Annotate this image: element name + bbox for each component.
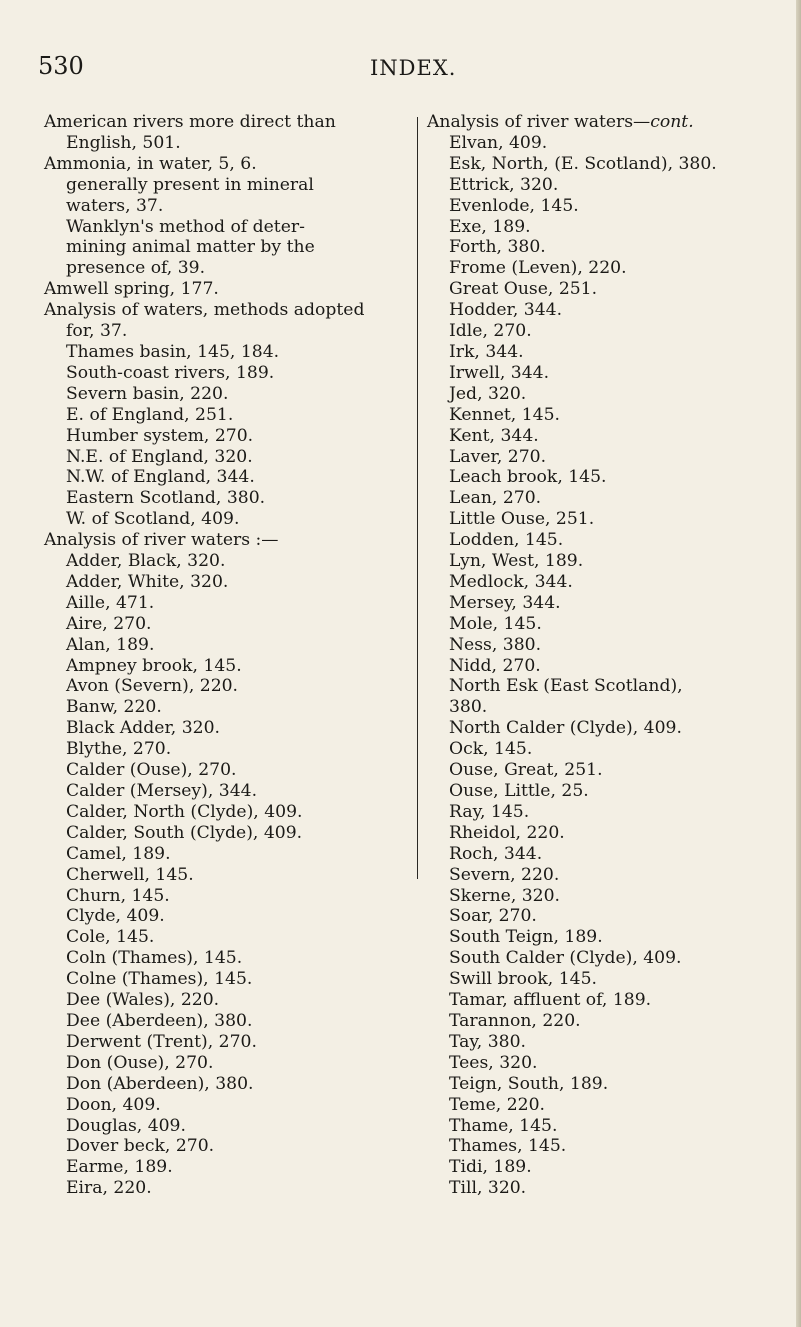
index-entry: Camel, 189. bbox=[66, 843, 171, 864]
index-entry: for, 37. bbox=[66, 321, 128, 342]
index-entry: Swill brook, 145. bbox=[449, 969, 597, 990]
index-entry: Avon (Severn), 220. bbox=[66, 676, 239, 697]
index-entry: Analysis of waters, methods adopted bbox=[44, 300, 365, 321]
index-entry: Little Ouse, 251. bbox=[449, 509, 595, 530]
index-entry: Ock, 145. bbox=[449, 739, 533, 760]
index-entry: Tidi, 189. bbox=[449, 1157, 532, 1178]
index-entry: American rivers more direct than bbox=[44, 112, 336, 132]
index-entry: Rheidol, 220. bbox=[449, 822, 565, 843]
index-entry: Nidd, 270. bbox=[449, 655, 541, 676]
index-entry: Calder (Mersey), 344. bbox=[66, 781, 258, 801]
index-entry: W. of Scotland, 409. bbox=[66, 509, 240, 530]
index-entry: Analysis of river waters :— bbox=[44, 530, 279, 551]
index-entry: Black Adder, 320. bbox=[66, 718, 220, 739]
running-head: INDEX. bbox=[370, 56, 457, 80]
index-entry: Banw, 220. bbox=[66, 697, 162, 718]
index-entry: Adder, White, 320. bbox=[66, 571, 229, 592]
index-entry: Ouse, Great, 251. bbox=[449, 760, 603, 781]
index-entry: Adder, Black, 320. bbox=[66, 551, 226, 572]
index-entry: South-coast rivers, 189. bbox=[66, 362, 275, 383]
index-entry: Soar, 270. bbox=[449, 906, 537, 927]
index-entry: Evenlode, 145. bbox=[449, 195, 579, 216]
index-column-right bbox=[427, 112, 797, 1199]
index-entry: Irwell, 344. bbox=[449, 362, 550, 383]
index-entry: Eira, 220. bbox=[66, 1178, 152, 1199]
index-entry: Thames basin, 145, 184. bbox=[66, 341, 280, 362]
index-heading-text: Analysis of river waters— bbox=[427, 112, 651, 132]
index-entry: Severn basin, 220. bbox=[66, 383, 229, 404]
index-entry: Ray, 145. bbox=[449, 801, 530, 822]
index-entry: Dover beck, 270. bbox=[66, 1136, 215, 1157]
index-entry: Douglas, 409. bbox=[66, 1115, 186, 1136]
index-entry: Calder (Ouse), 270. bbox=[66, 760, 237, 781]
index-entry: Calder, North (Clyde), 409. bbox=[66, 801, 303, 822]
index-entry: Roch, 344. bbox=[449, 843, 543, 864]
page-number: 530 bbox=[38, 52, 84, 80]
index-entry: Tamar, affluent of, 189. bbox=[449, 990, 652, 1011]
index-entry: Mersey, 344. bbox=[449, 592, 561, 613]
index-entry: N.E. of England, 320. bbox=[66, 446, 253, 467]
index-entry: Aille, 471. bbox=[66, 592, 155, 613]
index-entry: Irk, 344. bbox=[449, 341, 524, 362]
index-entry: Dee (Wales), 220. bbox=[66, 990, 220, 1011]
index-entry: Exe, 189. bbox=[449, 216, 531, 237]
index-entry: North Esk (East Scotland), bbox=[449, 676, 683, 697]
index-entry: Tay, 380. bbox=[449, 1031, 526, 1052]
index-entry: Cole, 145. bbox=[66, 927, 155, 948]
index-entry: North Calder (Clyde), 409. bbox=[449, 718, 682, 739]
index-entry: Ampney brook, 145. bbox=[66, 655, 242, 676]
index-entry: South Teign, 189. bbox=[449, 927, 603, 948]
index-entry: South Calder (Clyde), 409. bbox=[449, 948, 682, 969]
index-entry: Amwell spring, 177. bbox=[44, 279, 219, 300]
index-entry: Kennet, 145. bbox=[449, 404, 560, 425]
page-edge bbox=[796, 0, 801, 1327]
index-entry: Ouse, Little, 25. bbox=[449, 781, 589, 801]
index-column-left bbox=[44, 112, 416, 1199]
index-entry: Ammonia, in water, 5, 6. bbox=[44, 153, 257, 174]
index-entry: Clyde, 409. bbox=[66, 906, 165, 927]
index-entry: mining animal matter by the bbox=[66, 237, 315, 258]
index-entry: Forth, 380. bbox=[449, 237, 546, 258]
index-entry: Hodder, 344. bbox=[449, 300, 563, 321]
index-entry: English, 501. bbox=[66, 132, 181, 153]
index-entry: Lean, 270. bbox=[449, 488, 542, 509]
index-entry: Eastern Scotland, 380. bbox=[66, 488, 266, 509]
index-heading-continued bbox=[427, 112, 797, 133]
index-entry: Frome (Leven), 220. bbox=[449, 258, 627, 279]
index-entry: Don (Aberdeen), 380. bbox=[66, 1073, 254, 1094]
index-entry: Tees, 320. bbox=[449, 1052, 538, 1073]
index-entry: Elvan, 409. bbox=[449, 132, 548, 153]
index-entry: Thames, 145. bbox=[449, 1136, 567, 1157]
index-entry: Alan, 189. bbox=[66, 634, 155, 655]
index-entry: Mole, 145. bbox=[449, 613, 542, 634]
index-entry: Laver, 270. bbox=[449, 446, 547, 467]
index-entry: Aire, 270. bbox=[66, 613, 152, 634]
index-entry: E. of England, 251. bbox=[66, 404, 234, 425]
index-entry: Churn, 145. bbox=[66, 885, 170, 906]
column-divider bbox=[417, 117, 418, 879]
index-entry: Idle, 270. bbox=[449, 321, 532, 342]
index-entry: Medlock, 344. bbox=[449, 571, 573, 592]
index-entry: Lodden, 145. bbox=[449, 530, 564, 551]
index-entry: Esk, North, (E. Scotland), 380. bbox=[449, 153, 717, 174]
index-entry: Thame, 145. bbox=[449, 1115, 558, 1136]
index-entry: Colne (Thames), 145. bbox=[66, 969, 253, 990]
index-entry: Calder, South (Clyde), 409. bbox=[66, 822, 303, 843]
index-entry: Humber system, 270. bbox=[66, 425, 254, 446]
index-entry: Blythe, 270. bbox=[66, 739, 172, 760]
index-entry: N.W. of England, 344. bbox=[66, 467, 255, 488]
index-entry: Great Ouse, 251. bbox=[449, 279, 598, 300]
index-entry: Severn, 220. bbox=[449, 864, 560, 885]
index-entry: Till, 320. bbox=[449, 1178, 527, 1199]
index-entry: Doon, 409. bbox=[66, 1094, 161, 1115]
index-entry: generally present in mineral bbox=[66, 174, 314, 195]
index-entry: Lyn, West, 189. bbox=[449, 551, 584, 572]
index-entry: Ettrick, 320. bbox=[449, 174, 559, 195]
index-entry: Teme, 220. bbox=[449, 1094, 545, 1115]
index-entry: Don (Ouse), 270. bbox=[66, 1052, 214, 1073]
index-entry: Jed, 320. bbox=[449, 383, 527, 404]
index-entry: Dee (Aberdeen), 380. bbox=[66, 1010, 253, 1031]
index-entry: 380. bbox=[449, 697, 488, 718]
index-entry: waters, 37. bbox=[66, 195, 164, 216]
continued-mark: cont. bbox=[650, 112, 694, 132]
index-entry: Leach brook, 145. bbox=[449, 467, 607, 488]
index-entry: Wanklyn's method of deter- bbox=[66, 216, 305, 237]
index-entry: Cherwell, 145. bbox=[66, 864, 194, 885]
index-entry: Tarannon, 220. bbox=[449, 1010, 581, 1031]
index-entry: Ness, 380. bbox=[449, 634, 542, 655]
index-entry: Teign, South, 189. bbox=[449, 1073, 609, 1094]
index-entry: Kent, 344. bbox=[449, 425, 539, 446]
index-entry: Earme, 189. bbox=[66, 1157, 173, 1178]
index-entry: Coln (Thames), 145. bbox=[66, 948, 243, 969]
index-entry: presence of, 39. bbox=[66, 258, 206, 279]
index-entry: Derwent (Trent), 270. bbox=[66, 1031, 257, 1052]
index-entry: Skerne, 320. bbox=[449, 885, 561, 906]
